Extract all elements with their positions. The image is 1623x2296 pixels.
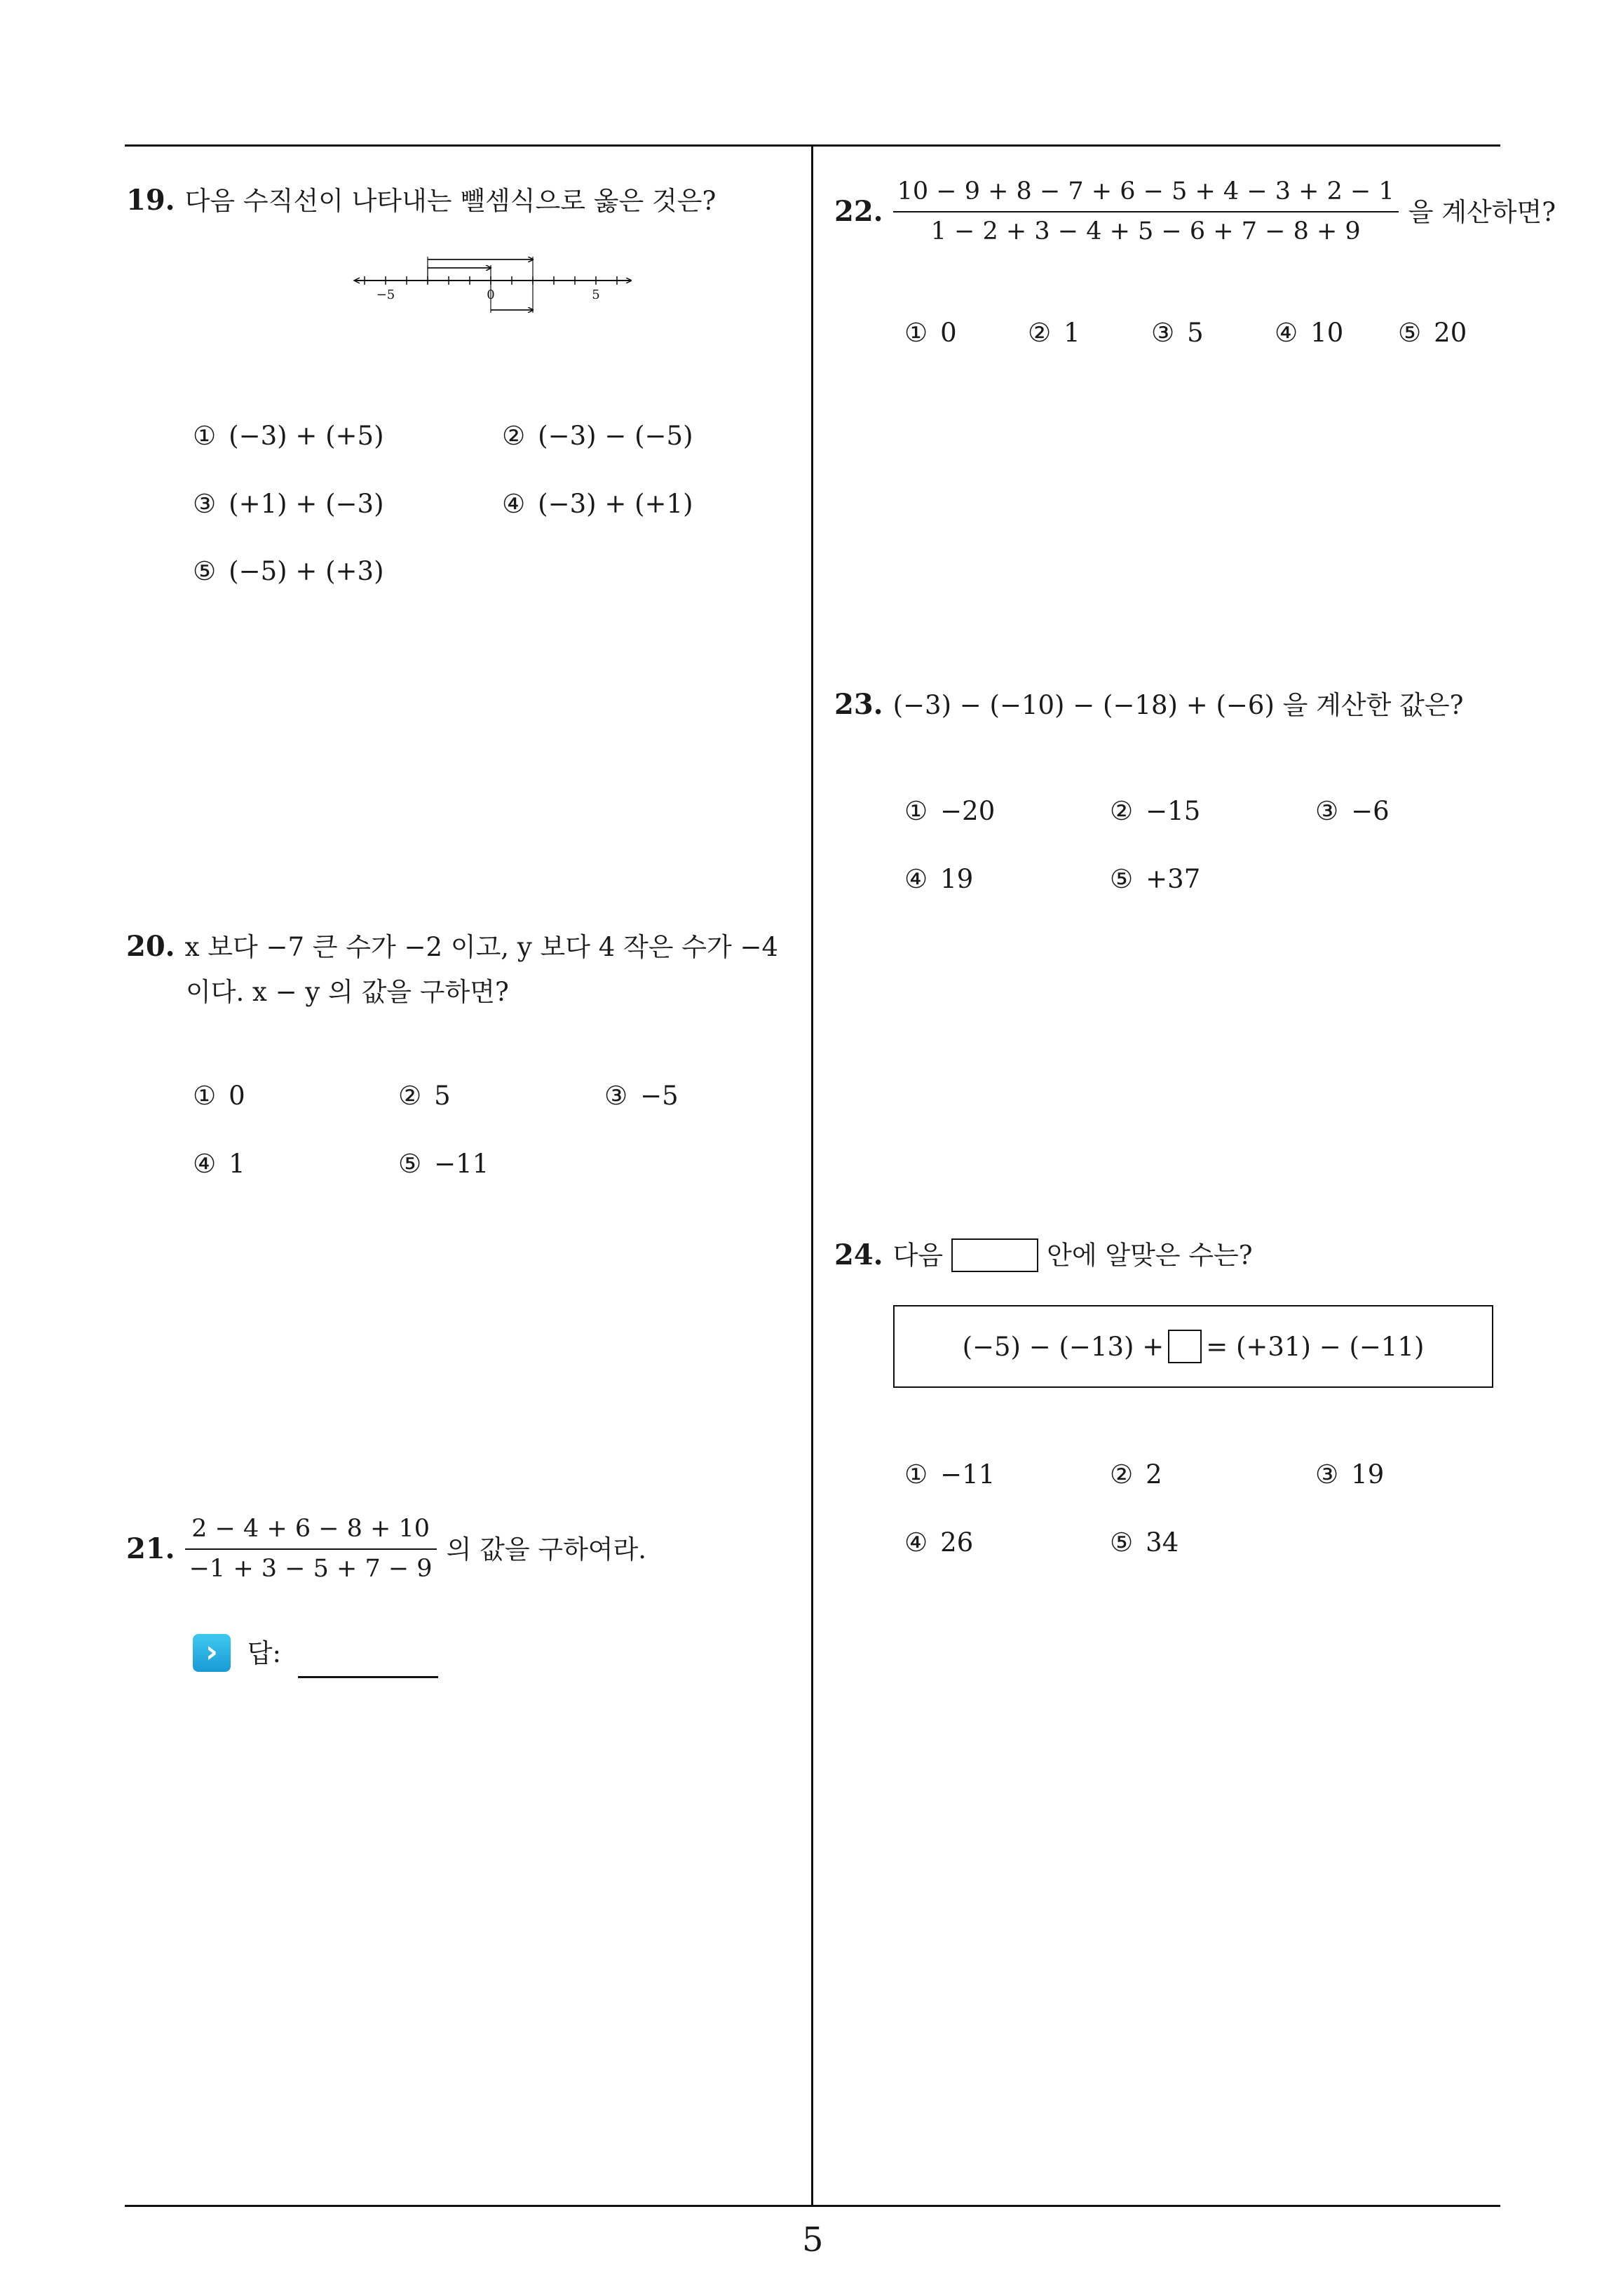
choice-number: ⑤ <box>398 1149 422 1179</box>
choice-22-1[interactable] <box>904 318 957 348</box>
choice-number: ① <box>904 318 928 348</box>
number-line-figure <box>351 252 638 323</box>
choice-text: 34 <box>1146 1527 1179 1558</box>
choice-23-3[interactable] <box>1315 796 1390 826</box>
choice-20-1[interactable] <box>193 1081 245 1111</box>
question-number: 23. <box>834 688 883 721</box>
choice-20-2[interactable] <box>398 1081 451 1111</box>
choice-number: ④ <box>904 864 928 894</box>
choice-number: ② <box>1110 1459 1134 1490</box>
choice-number: ③ <box>193 489 217 519</box>
choice-text: 20 <box>1434 318 1467 348</box>
fraction-denominator: 1 − 2 + 3 − 4 + 5 − 6 + 7 − 8 + 9 <box>930 217 1361 245</box>
blank-box <box>951 1238 1038 1272</box>
choice-number: ① <box>904 1459 928 1490</box>
choice-number: ③ <box>1315 1459 1339 1490</box>
choice-19-2[interactable] <box>502 421 693 451</box>
question-text-before: 다음 <box>892 1240 944 1271</box>
choice-text: 0 <box>229 1081 245 1111</box>
question-19 <box>126 184 717 217</box>
choice-19-1[interactable] <box>193 421 384 451</box>
choice-number: ③ <box>604 1081 628 1111</box>
choice-number: ② <box>502 421 526 451</box>
question-23 <box>834 688 1464 721</box>
question-22 <box>834 177 1556 245</box>
choice-19-4[interactable] <box>502 489 693 519</box>
choice-24-4[interactable] <box>904 1527 973 1558</box>
choice-text: 5 <box>434 1081 451 1111</box>
fraction-numerator: 2 − 4 + 6 − 8 + 10 <box>185 1517 437 1550</box>
choice-text: 2 <box>1146 1459 1162 1490</box>
choice-23-2[interactable] <box>1110 796 1200 826</box>
choice-number: ② <box>1028 318 1052 348</box>
choice-text: 19 <box>940 864 974 894</box>
bottom-rule <box>125 2205 1500 2207</box>
choice-text: −5 <box>640 1081 679 1111</box>
choice-20-4[interactable] <box>193 1149 245 1179</box>
number-line-tick-label: 0 <box>487 288 495 302</box>
choice-22-2[interactable] <box>1028 318 1080 348</box>
fraction-denominator: −1 + 3 − 5 + 7 − 9 <box>189 1555 433 1583</box>
choice-22-4[interactable] <box>1275 318 1343 348</box>
choice-22-3[interactable] <box>1151 318 1204 348</box>
question-number: 20. <box>126 930 175 963</box>
choice-number: ⑤ <box>1110 864 1134 894</box>
choice-20-3[interactable] <box>604 1081 679 1111</box>
choice-23-4[interactable] <box>904 864 973 894</box>
choice-number: ③ <box>1315 796 1339 826</box>
choice-text: 26 <box>940 1527 974 1558</box>
choice-text: (+1) + (−3) <box>229 489 384 519</box>
choice-text: 1 <box>229 1149 245 1179</box>
choice-24-3[interactable] <box>1315 1459 1384 1490</box>
fraction <box>893 177 1399 245</box>
question-text: 을 계산하면? <box>1408 196 1556 227</box>
question-21 <box>126 1517 646 1581</box>
fraction-numerator: 10 − 9 + 8 − 7 + 6 − 5 + 4 − 3 + 2 − 1 <box>893 180 1399 212</box>
question-20-line2: 이다. x − y 의 값을 구하면? <box>186 977 509 1007</box>
question-number: 22. <box>834 195 883 228</box>
choice-number: ⑤ <box>193 556 217 586</box>
choice-text: 10 <box>1310 318 1344 348</box>
question-number: 21. <box>126 1532 175 1565</box>
answer-blank-line[interactable] <box>298 1676 438 1678</box>
question-number: 19. <box>126 184 175 217</box>
choice-text: −15 <box>1146 796 1201 826</box>
choice-text: −6 <box>1351 796 1390 826</box>
answer-label: 답: <box>247 1637 281 1668</box>
question-20 <box>126 930 779 963</box>
equation-box <box>893 1305 1493 1388</box>
page-number: 5 <box>802 2220 824 2260</box>
choice-text: 5 <box>1187 318 1204 348</box>
choice-number: ① <box>193 1081 217 1111</box>
choice-number: ⑤ <box>1110 1527 1134 1558</box>
choice-24-1[interactable] <box>904 1459 995 1490</box>
choice-text: (−3) + (+5) <box>229 421 384 451</box>
number-line-tick-label: 5 <box>592 288 600 302</box>
choice-23-5[interactable] <box>1110 864 1200 894</box>
equation-left: (−5) − (−13) + <box>962 1331 1164 1362</box>
number-line-tick-label: −5 <box>376 288 395 302</box>
choice-19-5[interactable] <box>193 556 384 586</box>
choice-22-5[interactable] <box>1398 318 1467 348</box>
choice-23-1[interactable] <box>904 796 995 826</box>
choice-24-2[interactable] <box>1110 1459 1162 1490</box>
question-text-line1: x 보다 −7 큰 수가 −2 이고, y 보다 4 작은 수가 −4 <box>184 932 779 962</box>
choice-number: ① <box>904 796 928 826</box>
choice-number: ① <box>193 421 217 451</box>
choice-number: ④ <box>193 1149 217 1179</box>
choice-text: (−3) − (−5) <box>538 421 693 451</box>
column-divider <box>811 144 813 2206</box>
answer-arrow-icon: › <box>193 1634 231 1672</box>
choice-number: ② <box>398 1081 422 1111</box>
equation-blank-box[interactable] <box>1168 1330 1202 1363</box>
question-text: (−3) − (−10) − (−18) + (−6) 을 계산한 값은? <box>892 690 1464 720</box>
choice-number: ③ <box>1151 318 1175 348</box>
choice-text: −11 <box>434 1149 489 1179</box>
choice-text: 1 <box>1064 318 1080 348</box>
choice-20-5[interactable] <box>398 1149 489 1179</box>
choice-19-3[interactable] <box>193 489 384 519</box>
question-24 <box>834 1238 1253 1272</box>
fraction <box>185 1517 437 1581</box>
choice-text: 19 <box>1351 1459 1385 1490</box>
choice-number: ② <box>1110 796 1134 826</box>
choice-number: ④ <box>502 489 526 519</box>
choice-text: (−5) + (+3) <box>229 556 384 586</box>
question-text: 의 값을 구하여라. <box>446 1534 647 1565</box>
choice-text: 0 <box>940 318 957 348</box>
choice-24-5[interactable] <box>1110 1527 1179 1558</box>
question-number: 24. <box>834 1238 883 1271</box>
answer-row <box>193 1634 281 1672</box>
equation-right: = (+31) − (−11) <box>1206 1331 1425 1362</box>
choice-text: −11 <box>940 1459 996 1490</box>
choice-text: −20 <box>940 796 996 826</box>
choice-number: ⑤ <box>1398 318 1422 348</box>
choice-text: +37 <box>1146 864 1201 894</box>
question-text: 다음 수직선이 나타내는 뺄셈식으로 옳은 것은? <box>184 186 717 216</box>
choice-text: (−3) + (+1) <box>538 489 693 519</box>
question-text-after: 안에 알맞은 수는? <box>1047 1240 1253 1271</box>
choice-number: ④ <box>1275 318 1298 348</box>
choice-number: ④ <box>904 1527 928 1558</box>
